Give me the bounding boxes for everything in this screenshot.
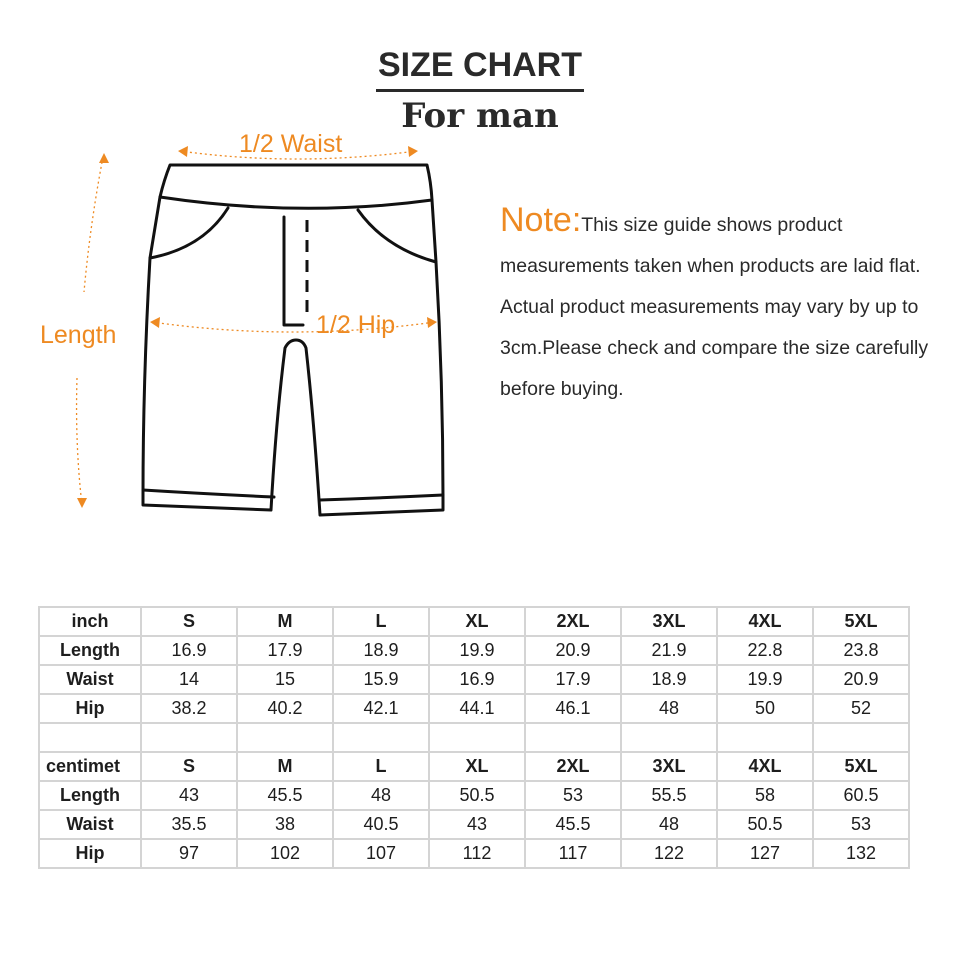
table-cell: 4XL xyxy=(717,607,813,636)
table-cell: 19.9 xyxy=(429,636,525,665)
table-row xyxy=(39,810,909,839)
note-text: This size guide shows product measurements taken when products are laid flat. Actual product measurements may vary by up to 3cm.Please check and compare the size carefully before buying. xyxy=(500,214,929,400)
table-cell: 15.9 xyxy=(333,665,429,694)
table-cell: inch xyxy=(39,607,141,636)
row-label: Waist xyxy=(39,810,141,839)
table-cell: 53 xyxy=(525,781,621,810)
row-label: Waist xyxy=(39,665,141,694)
table-cell: S xyxy=(141,607,237,636)
table-cell: 40.2 xyxy=(237,694,333,723)
table-cell: 14 xyxy=(141,665,237,694)
page-subtitle: For man xyxy=(401,96,559,136)
shorts-right-pocket xyxy=(358,210,436,262)
table-cell: 17.9 xyxy=(237,636,333,665)
table-cell: XL xyxy=(429,607,525,636)
empty-cell xyxy=(141,723,237,752)
table-cell: 38 xyxy=(237,810,333,839)
table-cell: 2XL xyxy=(525,607,621,636)
table-header-row-cm xyxy=(39,752,909,781)
table-cell: 19.9 xyxy=(717,665,813,694)
waist-label: 1/2 Waist xyxy=(239,130,343,158)
table-cell: M xyxy=(237,607,333,636)
table-cell: 53 xyxy=(813,810,909,839)
table-cell: 50.5 xyxy=(717,810,813,839)
table-cell: 122 xyxy=(621,839,717,868)
table-cell: 50.5 xyxy=(429,781,525,810)
table-cell: 44.1 xyxy=(429,694,525,723)
shorts-left-pocket xyxy=(150,208,228,258)
table-cell: 55.5 xyxy=(621,781,717,810)
empty-cell xyxy=(813,723,909,752)
table-cell: 17.9 xyxy=(525,665,621,694)
table-cell: 48 xyxy=(621,694,717,723)
table-cell: 38.2 xyxy=(141,694,237,723)
table-cell: XL xyxy=(429,752,525,781)
note-block xyxy=(500,200,940,410)
empty-cell xyxy=(525,723,621,752)
table-cell: 117 xyxy=(525,839,621,868)
table-cell: S xyxy=(141,752,237,781)
table-cell: 2XL xyxy=(525,752,621,781)
table-cell: M xyxy=(237,752,333,781)
shorts-waistband xyxy=(160,165,432,208)
table-cell: 20.9 xyxy=(525,636,621,665)
table-cell: 43 xyxy=(141,781,237,810)
table-cell: 16.9 xyxy=(141,636,237,665)
length-guide-bottom xyxy=(77,378,82,505)
empty-cell xyxy=(333,723,429,752)
table-cell: 50 xyxy=(717,694,813,723)
shorts-right-hem xyxy=(320,495,443,500)
table-cell: 16.9 xyxy=(429,665,525,694)
table-row xyxy=(39,781,909,810)
row-label: Hip xyxy=(39,839,141,868)
row-label: Hip xyxy=(39,694,141,723)
table-cell: 22.8 xyxy=(717,636,813,665)
table-cell: 15 xyxy=(237,665,333,694)
table-spacer-row xyxy=(39,723,909,752)
table-cell: 20.9 xyxy=(813,665,909,694)
table-cell: 3XL xyxy=(621,607,717,636)
table-row xyxy=(39,665,909,694)
length-label: Length xyxy=(40,321,117,349)
hip-arrow-left xyxy=(150,317,160,328)
table-cell: 60.5 xyxy=(813,781,909,810)
empty-cell xyxy=(429,723,525,752)
table-cell: 45.5 xyxy=(525,810,621,839)
row-label: Length xyxy=(39,636,141,665)
table-cell: L xyxy=(333,752,429,781)
table-cell: 18.9 xyxy=(621,665,717,694)
table-cell: 46.1 xyxy=(525,694,621,723)
length-arrow-bottom xyxy=(77,498,87,508)
table-row xyxy=(39,839,909,868)
table-cell: 35.5 xyxy=(141,810,237,839)
table-cell: 48 xyxy=(621,810,717,839)
table-cell: centimet xyxy=(39,752,141,781)
page-title: SIZE CHART xyxy=(0,46,960,92)
table-cell: 48 xyxy=(333,781,429,810)
table-cell: 97 xyxy=(141,839,237,868)
table-cell: 21.9 xyxy=(621,636,717,665)
table-cell: 5XL xyxy=(813,752,909,781)
table-cell: 18.9 xyxy=(333,636,429,665)
table-cell: 107 xyxy=(333,839,429,868)
table-row xyxy=(39,694,909,723)
shorts-left-hem xyxy=(143,490,274,497)
length-arrow-top xyxy=(99,153,109,163)
table-cell: 23.8 xyxy=(813,636,909,665)
hip-label: 1/2 Hip xyxy=(316,311,396,339)
shorts-fly xyxy=(284,217,303,325)
table-cell: 42.1 xyxy=(333,694,429,723)
table-cell: 127 xyxy=(717,839,813,868)
size-table xyxy=(38,606,910,869)
table-cell: 43 xyxy=(429,810,525,839)
table-cell: L xyxy=(333,607,429,636)
table-cell: 4XL xyxy=(717,752,813,781)
note-label: Note: xyxy=(500,201,582,239)
table-cell: 112 xyxy=(429,839,525,868)
waist-arrow-right xyxy=(408,146,418,157)
empty-cell xyxy=(621,723,717,752)
table-cell: 132 xyxy=(813,839,909,868)
table-cell: 102 xyxy=(237,839,333,868)
empty-cell xyxy=(237,723,333,752)
table-cell: 3XL xyxy=(621,752,717,781)
table-cell: 45.5 xyxy=(237,781,333,810)
table-row xyxy=(39,636,909,665)
waist-arrow-left xyxy=(178,146,188,157)
table-header-row-inch xyxy=(39,607,909,636)
table-cell: 52 xyxy=(813,694,909,723)
table-cell: 58 xyxy=(717,781,813,810)
table-cell: 5XL xyxy=(813,607,909,636)
length-guide-top xyxy=(84,157,103,292)
hip-arrow-right xyxy=(427,317,437,328)
table-cell: 40.5 xyxy=(333,810,429,839)
empty-cell xyxy=(39,723,141,752)
row-label: Length xyxy=(39,781,141,810)
empty-cell xyxy=(717,723,813,752)
